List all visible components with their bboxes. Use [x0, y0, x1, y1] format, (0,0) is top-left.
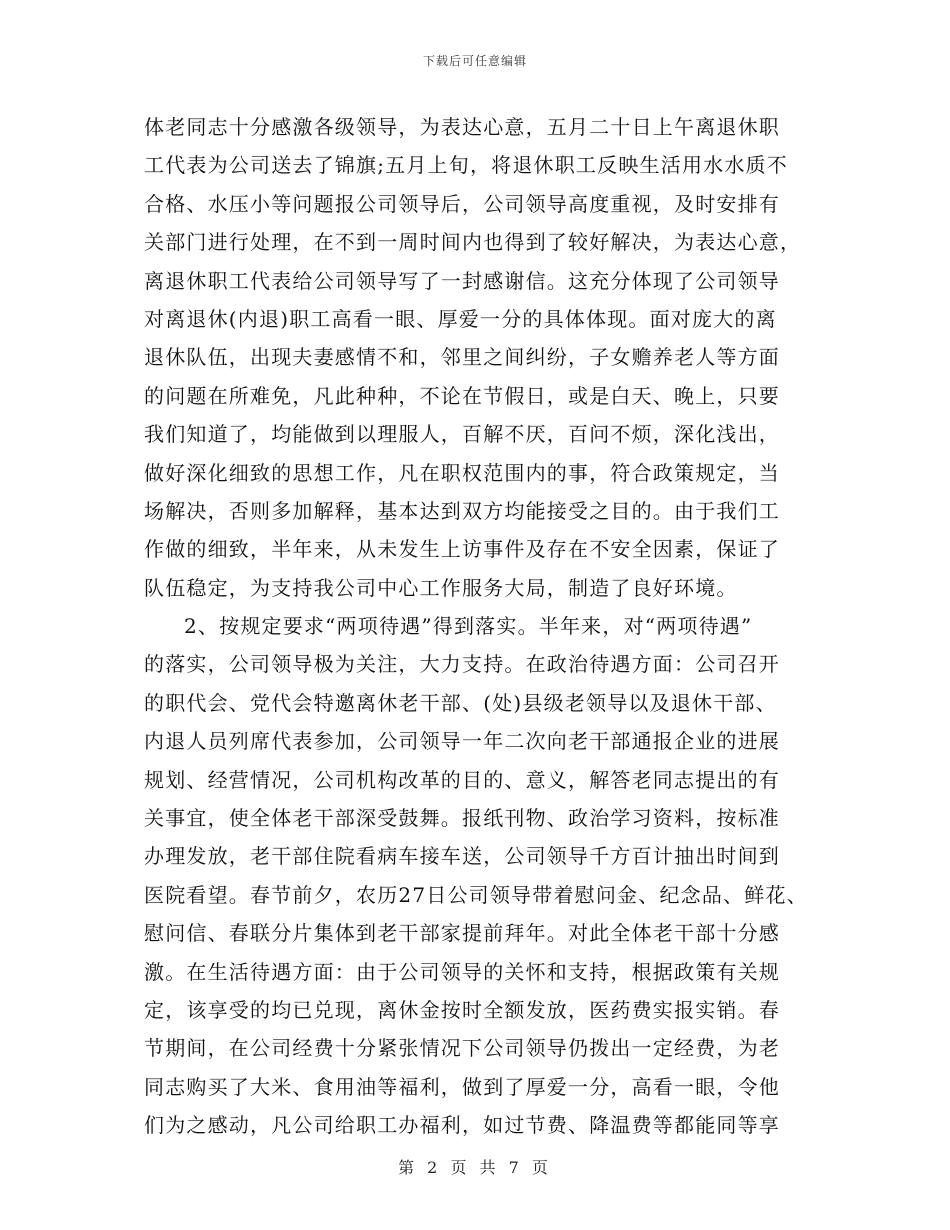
text-line: 规划、经营情况，公司机构改革的目的、意义，解答老同志提出的有	[144, 767, 780, 792]
text-line: 激。在生活待遇方面：由于公司领导的关怀和支持，根据政策有关规	[144, 959, 780, 984]
text-line: 的问题在所难免，凡此种种，不论在节假日，或是白天、晚上，只要	[144, 383, 780, 408]
text-line: 内退人员列席代表参加，公司领导一年二次向老干部通报企业的进展	[144, 729, 780, 754]
text-line: 工代表为公司送去了锦旗;五月上旬，将退休职工反映生活用水水质不	[144, 153, 788, 178]
text-line: 作做的细致，半年来，从未发生上访事件及存在不安全因素，保证了	[144, 537, 780, 562]
text-line: 慰问信、春联分片集体到老干部家提前拜年。对此全体老干部十分感	[144, 921, 780, 946]
text-line: 退休队伍，出现夫妻感情不和，邻里之间纠纷，子女赡养老人等方面	[144, 345, 780, 370]
text-line: 的职代会、党代会特邀离休老干部、(处)县级老领导以及退休干部、	[144, 690, 777, 715]
text-line: 们为之感动，凡公司给职工办福利，如过节费、降温费等都能同等享	[144, 1113, 780, 1138]
text-line: 场解决，否则多加解释，基本达到双方均能接受之目的。由于我们工	[144, 498, 780, 523]
text-line: 合格、水压小等问题报公司领导后，公司领导高度重视，及时安排有	[144, 191, 780, 216]
text-line: 医院看望。春节前夕，农历27日公司领导带着慰问金、纪念品、鲜花、	[144, 882, 808, 907]
text-line: 队伍稳定，为支持我公司中心工作服务大局，制造了良好环境。	[144, 575, 738, 600]
page-number: 第 2 页 共 7 页	[398, 1158, 552, 1177]
text-line: 离退休职工代表给公司领导写了一封感谢信。这充分体现了公司领导	[144, 268, 780, 293]
page-header: 下载后可任意编辑	[422, 54, 527, 68]
text-line: 的落实，公司领导极为关注，大力支持。在政治待遇方面：公司召开	[144, 652, 780, 677]
text-line: 做好深化细致的思想工作，凡在职权范围内的事，符合政策规定，当	[144, 460, 780, 485]
text-line: 节期间，在公司经费十分紧张情况下公司领导仍拨出一定经费，为老	[144, 1036, 780, 1061]
text-line: 定，该享受的均已兑现，离休金按时全额发放，医药费实报实销。春	[144, 997, 780, 1022]
text-line: 对离退休(内退)职工高看一眼、厚爱一分的具体体现。面对庞大的离	[144, 306, 777, 331]
text-line: 体老同志十分感激各级领导，为表达心意，五月二十日上午离退休职	[144, 115, 780, 139]
text-line: 我们知道了，均能做到以理服人，百解不厌，百问不烦，深化浅出，	[144, 422, 780, 447]
text-line: 办理发放，老干部住院看病车接车送，公司领导千方百计抽出时间到	[144, 844, 780, 869]
text-line: 同志购买了大米、食用油等福利，做到了厚爱一分，高看一眼，令他	[144, 1074, 780, 1099]
paragraph-start-line: 2、按规定要求“两项待遇”得到落实。半年来，对“两项待遇”	[184, 614, 753, 639]
document-body	[144, 108, 824, 1145]
text-line: 关部门进行处理，在不到一周时间内也得到了较好解决，为表达心意，	[144, 230, 802, 255]
text-line: 关事宜，使全体老干部深受鼓舞。报纸刊物、政治学习资料，按标准	[144, 806, 780, 831]
